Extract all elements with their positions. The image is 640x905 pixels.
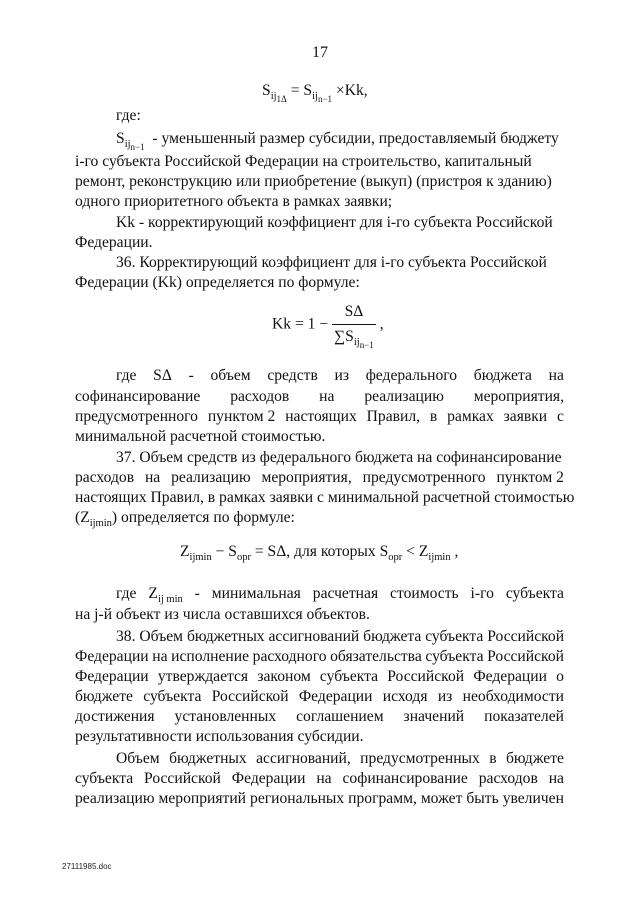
formula-kk: Kk = 1 − $\frac{S\Delta}{\sum S_{ij_{n-1}}}$ , (272, 303, 384, 350)
paragraph-36: 36. Корректирующий коэффициент для i-го субъекта Российской (116, 254, 547, 271)
paragraph-37: 37. Объем средств из федерального бюджета на софинансирование (116, 449, 562, 466)
where-label-1: где: (116, 107, 141, 124)
where-z-min-cont: на j-й объект из числа оставшихся объектов. (75, 606, 370, 623)
where-z-min: где $Z_{ij min}$ - минимальная расчетная стоимость i-го субъекта (116, 585, 564, 605)
paragraph-38-line: бюджете субъекта Российской Федерации исходя из необходимости (75, 688, 564, 705)
paragraph-39-line: субъекта Российской Федерации на софинансирование расходов на (75, 770, 564, 787)
paragraph-36-cont: Федерации (Kk) определяется по формуле: (75, 274, 360, 291)
definition-s-line: i-го субъекта Российской Федерации на строительство, капитальный (75, 153, 532, 170)
definition-s-line: ремонт, реконструкцию или приобретение (выкуп) (пристроя к зданию) (75, 173, 552, 190)
paragraph-37-line: настоящих Правил, в рамках заявки с минимальной расчетной стоимостью (75, 489, 575, 506)
paragraph-38-line: достижения установленных соглашением значений показателей (75, 708, 564, 725)
page-number: 17 (312, 44, 328, 61)
where-s-delta-line: предусмотренного пунктом 2 настоящих Правил, в рамках заявки с (75, 408, 564, 425)
paragraph-38-line: Федерации на исполнение расходного обязательства субъекта Российской (75, 648, 564, 665)
paragraph-38: 38. Объем бюджетных ассигнований бюджета субъекта Российской (116, 628, 565, 645)
paragraph-37-line: $(Z_{ijmin})$ определяется по формуле: (75, 509, 295, 529)
definition-s-line: одного приоритетного объекта в рамках заявки; (75, 193, 393, 210)
paragraph-38-line: результативности использования субсидии. (75, 728, 364, 745)
where-s-delta-line: минимальной расчетной стоимостью. (75, 428, 326, 445)
paragraph-39: Объем бюджетных ассигнований, предусмотренных в бюджете (116, 750, 564, 767)
where-s-delta: где SΔ - объем средств из федерального бюджета на (116, 367, 564, 384)
definition-kk: Kk - корректирующий коэффициент для i-го субъекта Российской (116, 214, 553, 231)
document-filename: 27111985.doc (62, 862, 112, 871)
where-s-delta-line: софинансирование расходов на реализацию мероприятия, (75, 388, 564, 405)
formula-subsidy-size: $S_{ij_{1\Delta}} = S_{ij_{n-1}} \times Kk$, (262, 82, 368, 104)
formula-z-min: $Z_{ijmin} - S_{opr} = S\Delta$, для которых $S_{opr} < Z_{ijmin}$ , (180, 543, 459, 563)
paragraph-38-line: Федерации утверждается законом субъекта Российской Федерации о (75, 668, 564, 685)
definition-s-first-line: $S_{ij_{n-1}}$ - уменьшенный размер субсидии, предоставляемый бюджету (116, 130, 559, 152)
definition-kk-cont: Федерации. (75, 234, 153, 251)
paragraph-37-line: расходов на реализацию мероприятия, предусмотренного пунктом 2 (75, 469, 564, 486)
paragraph-39-line: реализацию мероприятий региональных программ, может быть увеличен (75, 790, 564, 807)
